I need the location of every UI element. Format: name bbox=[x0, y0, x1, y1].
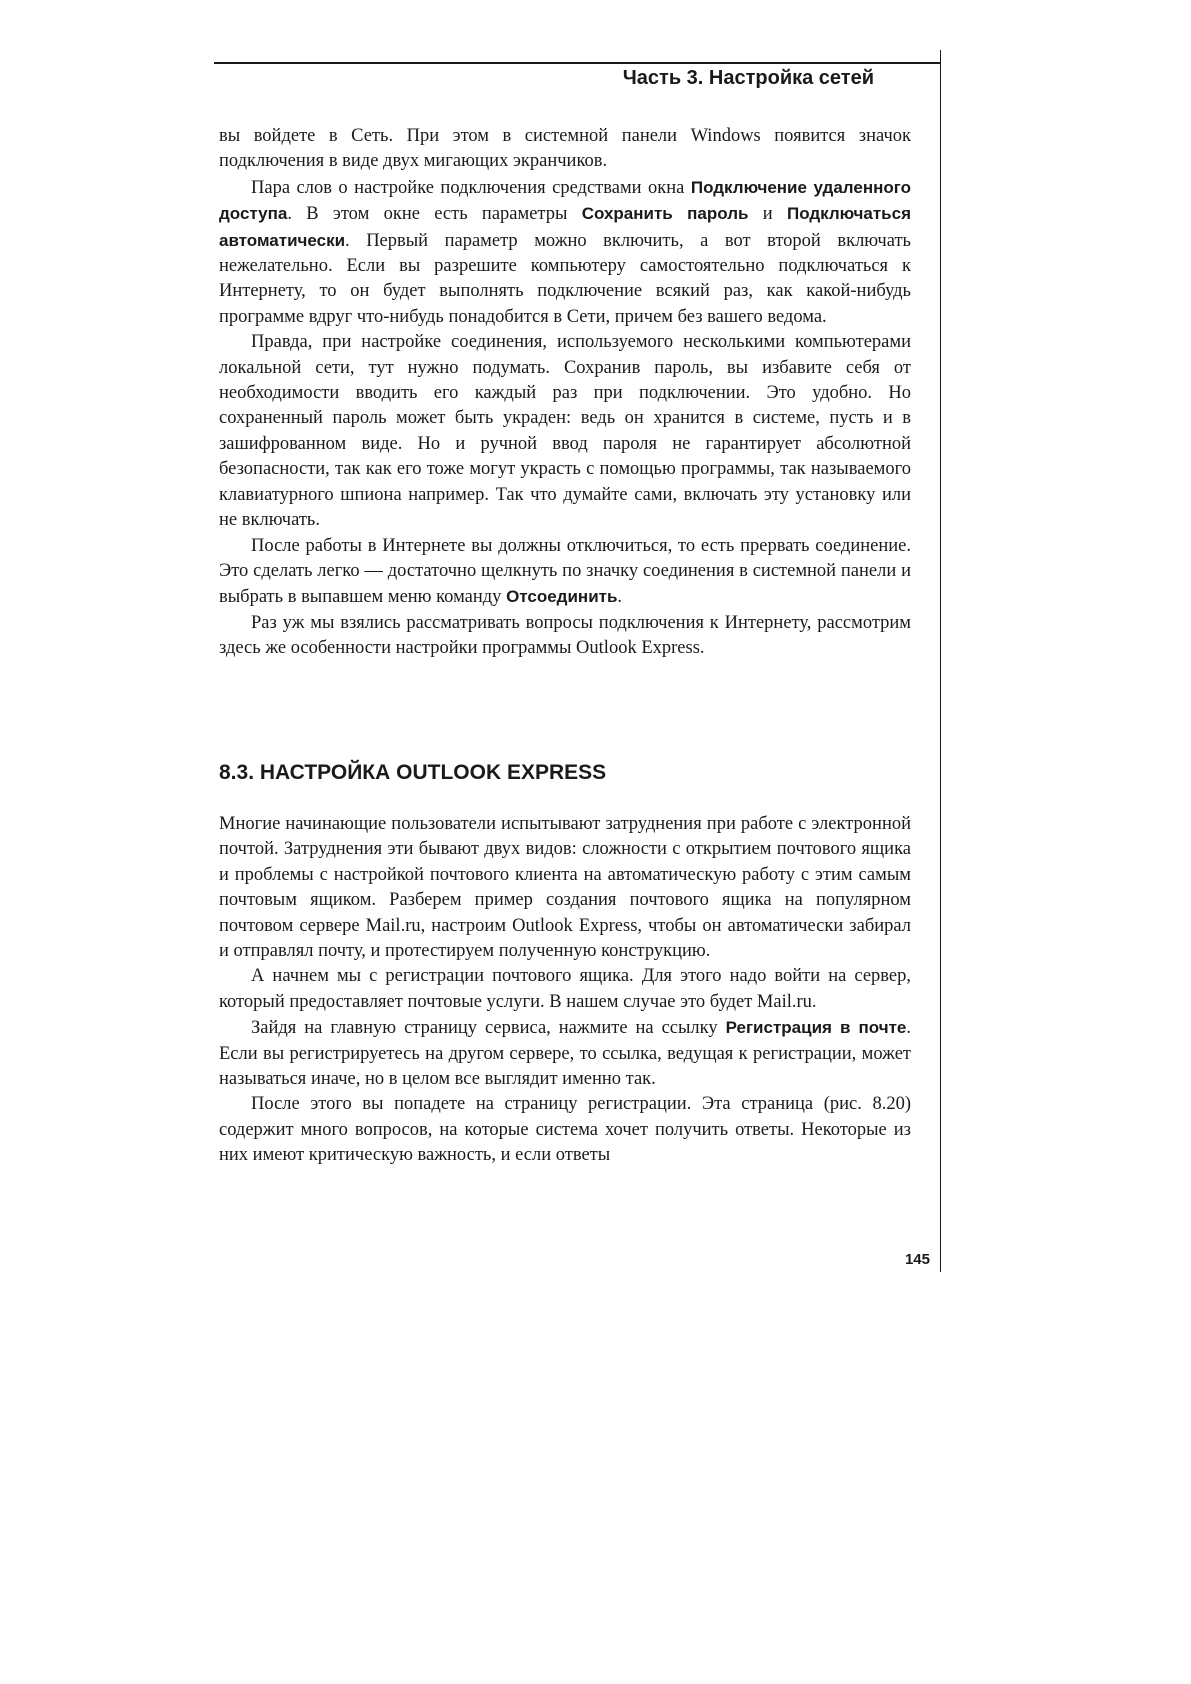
bottom-text-block bbox=[219, 812, 911, 1169]
ui-term: Подключение удаленного доступа bbox=[219, 177, 911, 224]
paragraph: Раз уж мы взялись рассматривать вопросы подключения к Интернету, рассмотрим здесь же особенности настройки программы Outlook Express. bbox=[219, 612, 911, 659]
running-head: Часть 3. Настройка сетей bbox=[622, 67, 874, 89]
paragraph: Зайдя на главную страницу сервиса, нажмите на ссылку Регистрация в почте. Если вы регистрируетесь на другом сервере, то ссылка, ведущая к регистрации, может называться иначе, но в целом все выглядит именно так. bbox=[219, 1018, 912, 1090]
paragraph: вы войдете в Сеть. При этом в системной панели Windows появится значок подключения в виде двух мигающих экранчиков. bbox=[219, 126, 911, 172]
paragraph: Многие начинающие пользователи испытывают затруднения при работе с электронной почтой. Затруднения эти бывают двух видов: сложности с открытием почтового ящика и проблемы с настройкой почтового клиента на автоматическую работу с этим самым почтовым ящиком. Разберем пример создания почтового ящика на популярном почтовом сервере Mail.ru, настроим Outlook Express, чтобы он автоматически забирал и отправлял почту, и протестируем полученную конструкцию. bbox=[219, 814, 911, 962]
top-text-block bbox=[219, 124, 911, 662]
ui-term: Подключаться автоматически bbox=[219, 204, 911, 250]
paragraph: Пара слов о настройке подключения средствами окна Подключение удаленного доступа. В этом окне есть параметры Сохранить пароль и Подключаться автоматически. Первый параметр можно включить, а вот второй включать нежелательно. Если вы разрешите компьютеру самостоятельно подключаться к Интернету, то он будет выполнять подключение всякий раз, как какой-нибудь программе вдруг что-нибудь понадобится в Сети, причем без вашего ведома. bbox=[219, 177, 911, 327]
paragraph: После этого вы попадете на страницу регистрации. Эта страница (рис. 8.20) содержит много вопросов, на которые система хочет получить ответы. Некоторые из них имеют критическую важность, и если ответы bbox=[219, 1094, 911, 1166]
margin-rule bbox=[940, 50, 941, 1272]
paragraph: После работы в Интернете вы должны отключиться, то есть прервать соединение. Это сделать легко — достаточно щелкнуть по значку соединения в системной панели и выбрать в выпавшем меню команду Отсоединить. bbox=[219, 535, 911, 608]
ui-term: Регистрация в почте bbox=[725, 1018, 907, 1038]
page-number: 145 bbox=[904, 1251, 930, 1268]
paragraph: Правда, при настройке соединения, используемого несколькими компьютерами локальной сети, тут нужно подумать. Сохранив пароль, вы избавите себя от необходимости вводить его каждый раз при подключении. Это удобно. Но сохраненный пароль может быть украден: ведь он хранится в системе, пусть и в зашифрованном виде. Но и ручной ввод пароля не гарантирует абсолютной безопасности, так как его тоже могут украсть с помощью программы, так называемого клавиатурного шпиона например. Так что думайте сами, включать эту установку или не включать. bbox=[219, 332, 911, 531]
paragraph: А начнем мы с регистрации почтового ящика. Для этого надо войти на сервер, который предоставляет почтовые услуги. В нашем случае это будет Mail.ru. bbox=[219, 966, 911, 1012]
ui-term: Отсоединить bbox=[506, 587, 618, 607]
ui-term: Сохранить пароль bbox=[581, 204, 749, 224]
section-heading: 8.3. НАСТРОЙКА OUTLOOK EXPRESS bbox=[219, 761, 607, 784]
